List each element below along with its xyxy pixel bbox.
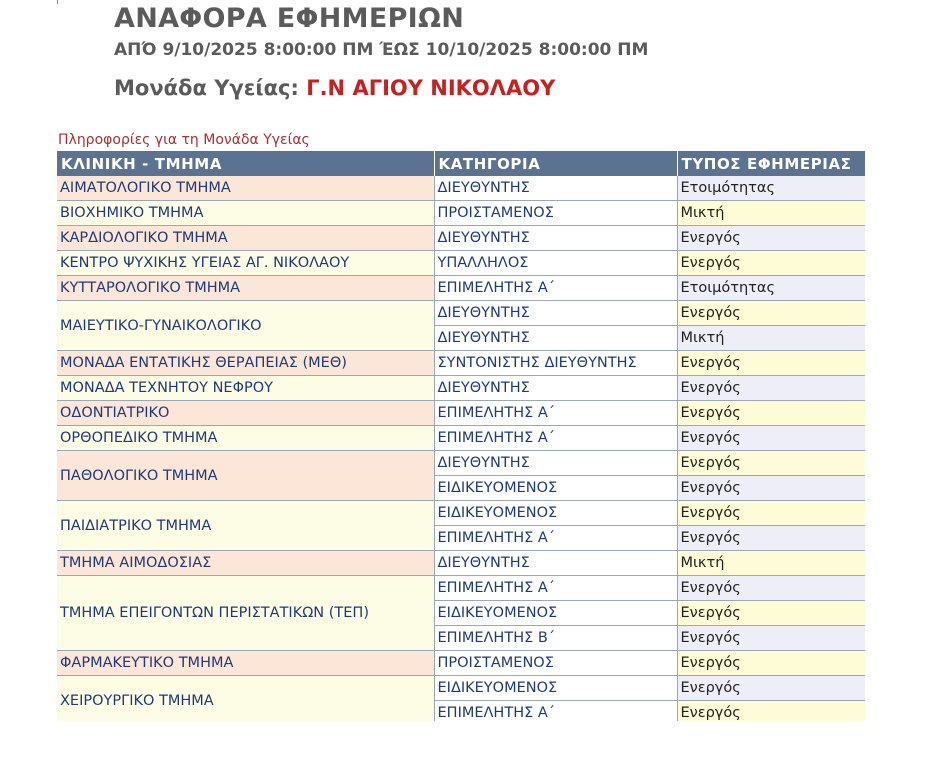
table-row: [57, 301, 865, 326]
column-header-clinic: ΚΛΙΝΙΚΗ - ΤΜΗΜΑ: [57, 151, 434, 176]
clinic-cell: ΚΕΝΤΡΟ ΨΥΧΙΚΗΣ ΥΓΕΙΑΣ ΑΓ. ΝΙΚΟΛΑΟΥ: [57, 251, 434, 276]
clinic-cell: ΚΑΡΔΙΟΛΟΓΙΚΟ ΤΜΗΜΑ: [57, 226, 434, 251]
duty-type-cell: Ενεργός: [677, 351, 865, 376]
table-body: [57, 176, 865, 726]
column-header-category: ΚΑΤΗΓΟΡΙΑ: [434, 151, 677, 176]
table-row: [57, 176, 865, 201]
table-row: [57, 401, 865, 426]
category-cell: ΔΙΕΥΘΥΝΤΗΣ: [434, 301, 677, 326]
clinic-cell: ΦΑΡΜΑΚΕΥΤΙΚΟ ΤΜΗΜΑ: [57, 651, 434, 676]
clinic-cell: ΤΜΗΜΑ ΑΙΜΟΔΟΣΙΑΣ: [57, 551, 434, 576]
duty-type-cell: Ενεργός: [677, 301, 865, 326]
duty-type-cell: Ενεργός: [677, 476, 865, 501]
clinic-cell: ΤΜΗΜΑ ΕΠΕΙΓΟΝΤΩΝ ΠΕΡΙΣΤΑΤΙΚΩΝ (ΤΕΠ): [57, 576, 434, 651]
category-cell: ΕΠΙΜΕΛΗΤΗΣ Α΄: [434, 426, 677, 451]
report-title: ΑΝΑΦΟΡΑ ΕΦΗΜΕΡΙΩΝ: [114, 3, 465, 34]
category-cell: ΔΙΕΥΘΥΝΤΗΣ: [434, 451, 677, 476]
table-row: [57, 501, 865, 526]
duty-type-cell: Ενεργός: [677, 401, 865, 426]
category-cell: ΔΙΕΥΘΥΝΤΗΣ: [434, 176, 677, 201]
clinic-cell: ΟΡΘΟΠΕΔΙΚΟ ΤΜΗΜΑ: [57, 426, 434, 451]
duty-report-table: [57, 151, 865, 726]
duty-type-cell: Ενεργός: [677, 426, 865, 451]
table-row: [57, 351, 865, 376]
table-row: [57, 451, 865, 476]
duty-type-cell: Ενεργός: [677, 576, 865, 601]
category-cell: ΕΙΔΙΚΕΥΟΜΕΝΟΣ: [434, 501, 677, 526]
category-cell: ΔΙΕΥΘΥΝΤΗΣ: [434, 326, 677, 351]
category-cell: ΕΠΙΜΕΛΗΤΗΣ Α΄: [434, 701, 677, 726]
column-header-duty-type: ΤΥΠΟΣ ΕΦΗΜΕΡΙΑΣ: [677, 151, 865, 176]
duty-type-cell: Ενεργός: [677, 501, 865, 526]
health-unit-info-link[interactable]: Πληροφορίες για τη Μονάδα Υγείας: [58, 132, 310, 148]
table-row: [57, 651, 865, 676]
duty-type-cell: Ετοιμότητας: [677, 176, 865, 201]
duty-type-cell: Ενεργός: [677, 376, 865, 401]
table-row: [57, 226, 865, 251]
clinic-cell: ΠΑΘΟΛΟΓΙΚΟ ΤΜΗΜΑ: [57, 451, 434, 501]
table-row: [57, 201, 865, 226]
viewport-cutoff: [57, 721, 877, 782]
duty-type-cell: Ενεργός: [677, 651, 865, 676]
table-row: [57, 251, 865, 276]
duty-type-cell: Ενεργός: [677, 676, 865, 701]
category-cell: ΕΠΙΜΕΛΗΤΗΣ Α΄: [434, 526, 677, 551]
clinic-cell: ΚΥΤΤΑΡΟΛΟΓΙΚΟ ΤΜΗΜΑ: [57, 276, 434, 301]
category-cell: ΠΡΟΙΣΤΑΜΕΝΟΣ: [434, 651, 677, 676]
duty-type-cell: Ενεργός: [677, 626, 865, 651]
duty-type-cell: Ενεργός: [677, 451, 865, 476]
category-cell: ΔΙΕΥΘΥΝΤΗΣ: [434, 376, 677, 401]
table-header-row: [57, 151, 865, 176]
duty-type-cell: Ενεργός: [677, 601, 865, 626]
duty-type-cell: Ενεργός: [677, 251, 865, 276]
duty-type-cell: Μικτή: [677, 551, 865, 576]
clinic-cell: ΠΑΙΔΙΑΤΡΙΚΟ ΤΜΗΜΑ: [57, 501, 434, 551]
duty-type-cell: Ετοιμότητας: [677, 276, 865, 301]
category-cell: ΕΠΙΜΕΛΗΤΗΣ Β΄: [434, 626, 677, 651]
category-cell: ΠΡΟΙΣΤΑΜΕΝΟΣ: [434, 201, 677, 226]
category-cell: ΕΙΔΙΚΕΥΟΜΕΝΟΣ: [434, 476, 677, 501]
clinic-cell: ΑΙΜΑΤΟΛΟΓΙΚΟ ΤΜΗΜΑ: [57, 176, 434, 201]
health-unit-line: [114, 76, 555, 100]
duty-type-cell: Ενεργός: [677, 226, 865, 251]
duty-type-cell: Μικτή: [677, 201, 865, 226]
clinic-cell: ΒΙΟΧΗΜΙΚΟ ΤΜΗΜΑ: [57, 201, 434, 226]
category-cell: ΣΥΝΤΟΝΙΣΤΗΣ ΔΙΕΥΘΥΝΤΗΣ: [434, 351, 677, 376]
health-unit-label: Μονάδα Υγείας:: [114, 76, 299, 100]
category-cell: ΕΙΔΙΚΕΥΟΜΕΝΟΣ: [434, 676, 677, 701]
clinic-cell: ΧΕΙΡΟΥΡΓΙΚΟ ΤΜΗΜΑ: [57, 676, 434, 726]
duty-type-cell: Ενεργός: [677, 701, 865, 726]
table-row: [57, 676, 865, 701]
clinic-cell: ΟΔΟΝΤΙΑΤΡΙΚΟ: [57, 401, 434, 426]
table-row: [57, 576, 865, 601]
category-cell: ΔΙΕΥΘΥΝΤΗΣ: [434, 226, 677, 251]
category-cell: ΥΠΑΛΛΗΛΟΣ: [434, 251, 677, 276]
duty-type-cell: Ενεργός: [677, 526, 865, 551]
clinic-cell: ΜΟΝΑΔΑ ΕΝΤΑΤΙΚΗΣ ΘΕΡΑΠΕΙΑΣ (ΜΕΘ): [57, 351, 434, 376]
category-cell: ΕΠΙΜΕΛΗΤΗΣ Α΄: [434, 576, 677, 601]
clinic-cell: ΜΑΙΕΥΤΙΚΟ-ΓΥΝΑΙΚΟΛΟΓΙΚΟ: [57, 301, 434, 351]
table-row: [57, 276, 865, 301]
health-unit-name: Γ.Ν ΑΓΙΟΥ ΝΙΚΟΛΑΟΥ: [306, 76, 556, 100]
category-cell: ΕΠΙΜΕΛΗΤΗΣ Α΄: [434, 401, 677, 426]
category-cell: ΕΠΙΜΕΛΗΤΗΣ Α΄: [434, 276, 677, 301]
page-edge-line: [57, 0, 58, 4]
table-row: [57, 426, 865, 451]
report-period: ΑΠΌ 9/10/2025 8:00:00 ΠΜ ΈΩΣ 10/10/2025 8:00:00 ΠΜ: [114, 40, 649, 60]
category-cell: ΔΙΕΥΘΥΝΤΗΣ: [434, 551, 677, 576]
duty-type-cell: Μικτή: [677, 326, 865, 351]
table-row: [57, 376, 865, 401]
clinic-cell: ΜΟΝΑΔΑ ΤΕΧΝΗΤΟΥ ΝΕΦΡΟΥ: [57, 376, 434, 401]
table-row: [57, 551, 865, 576]
category-cell: ΕΙΔΙΚΕΥΟΜΕΝΟΣ: [434, 601, 677, 626]
